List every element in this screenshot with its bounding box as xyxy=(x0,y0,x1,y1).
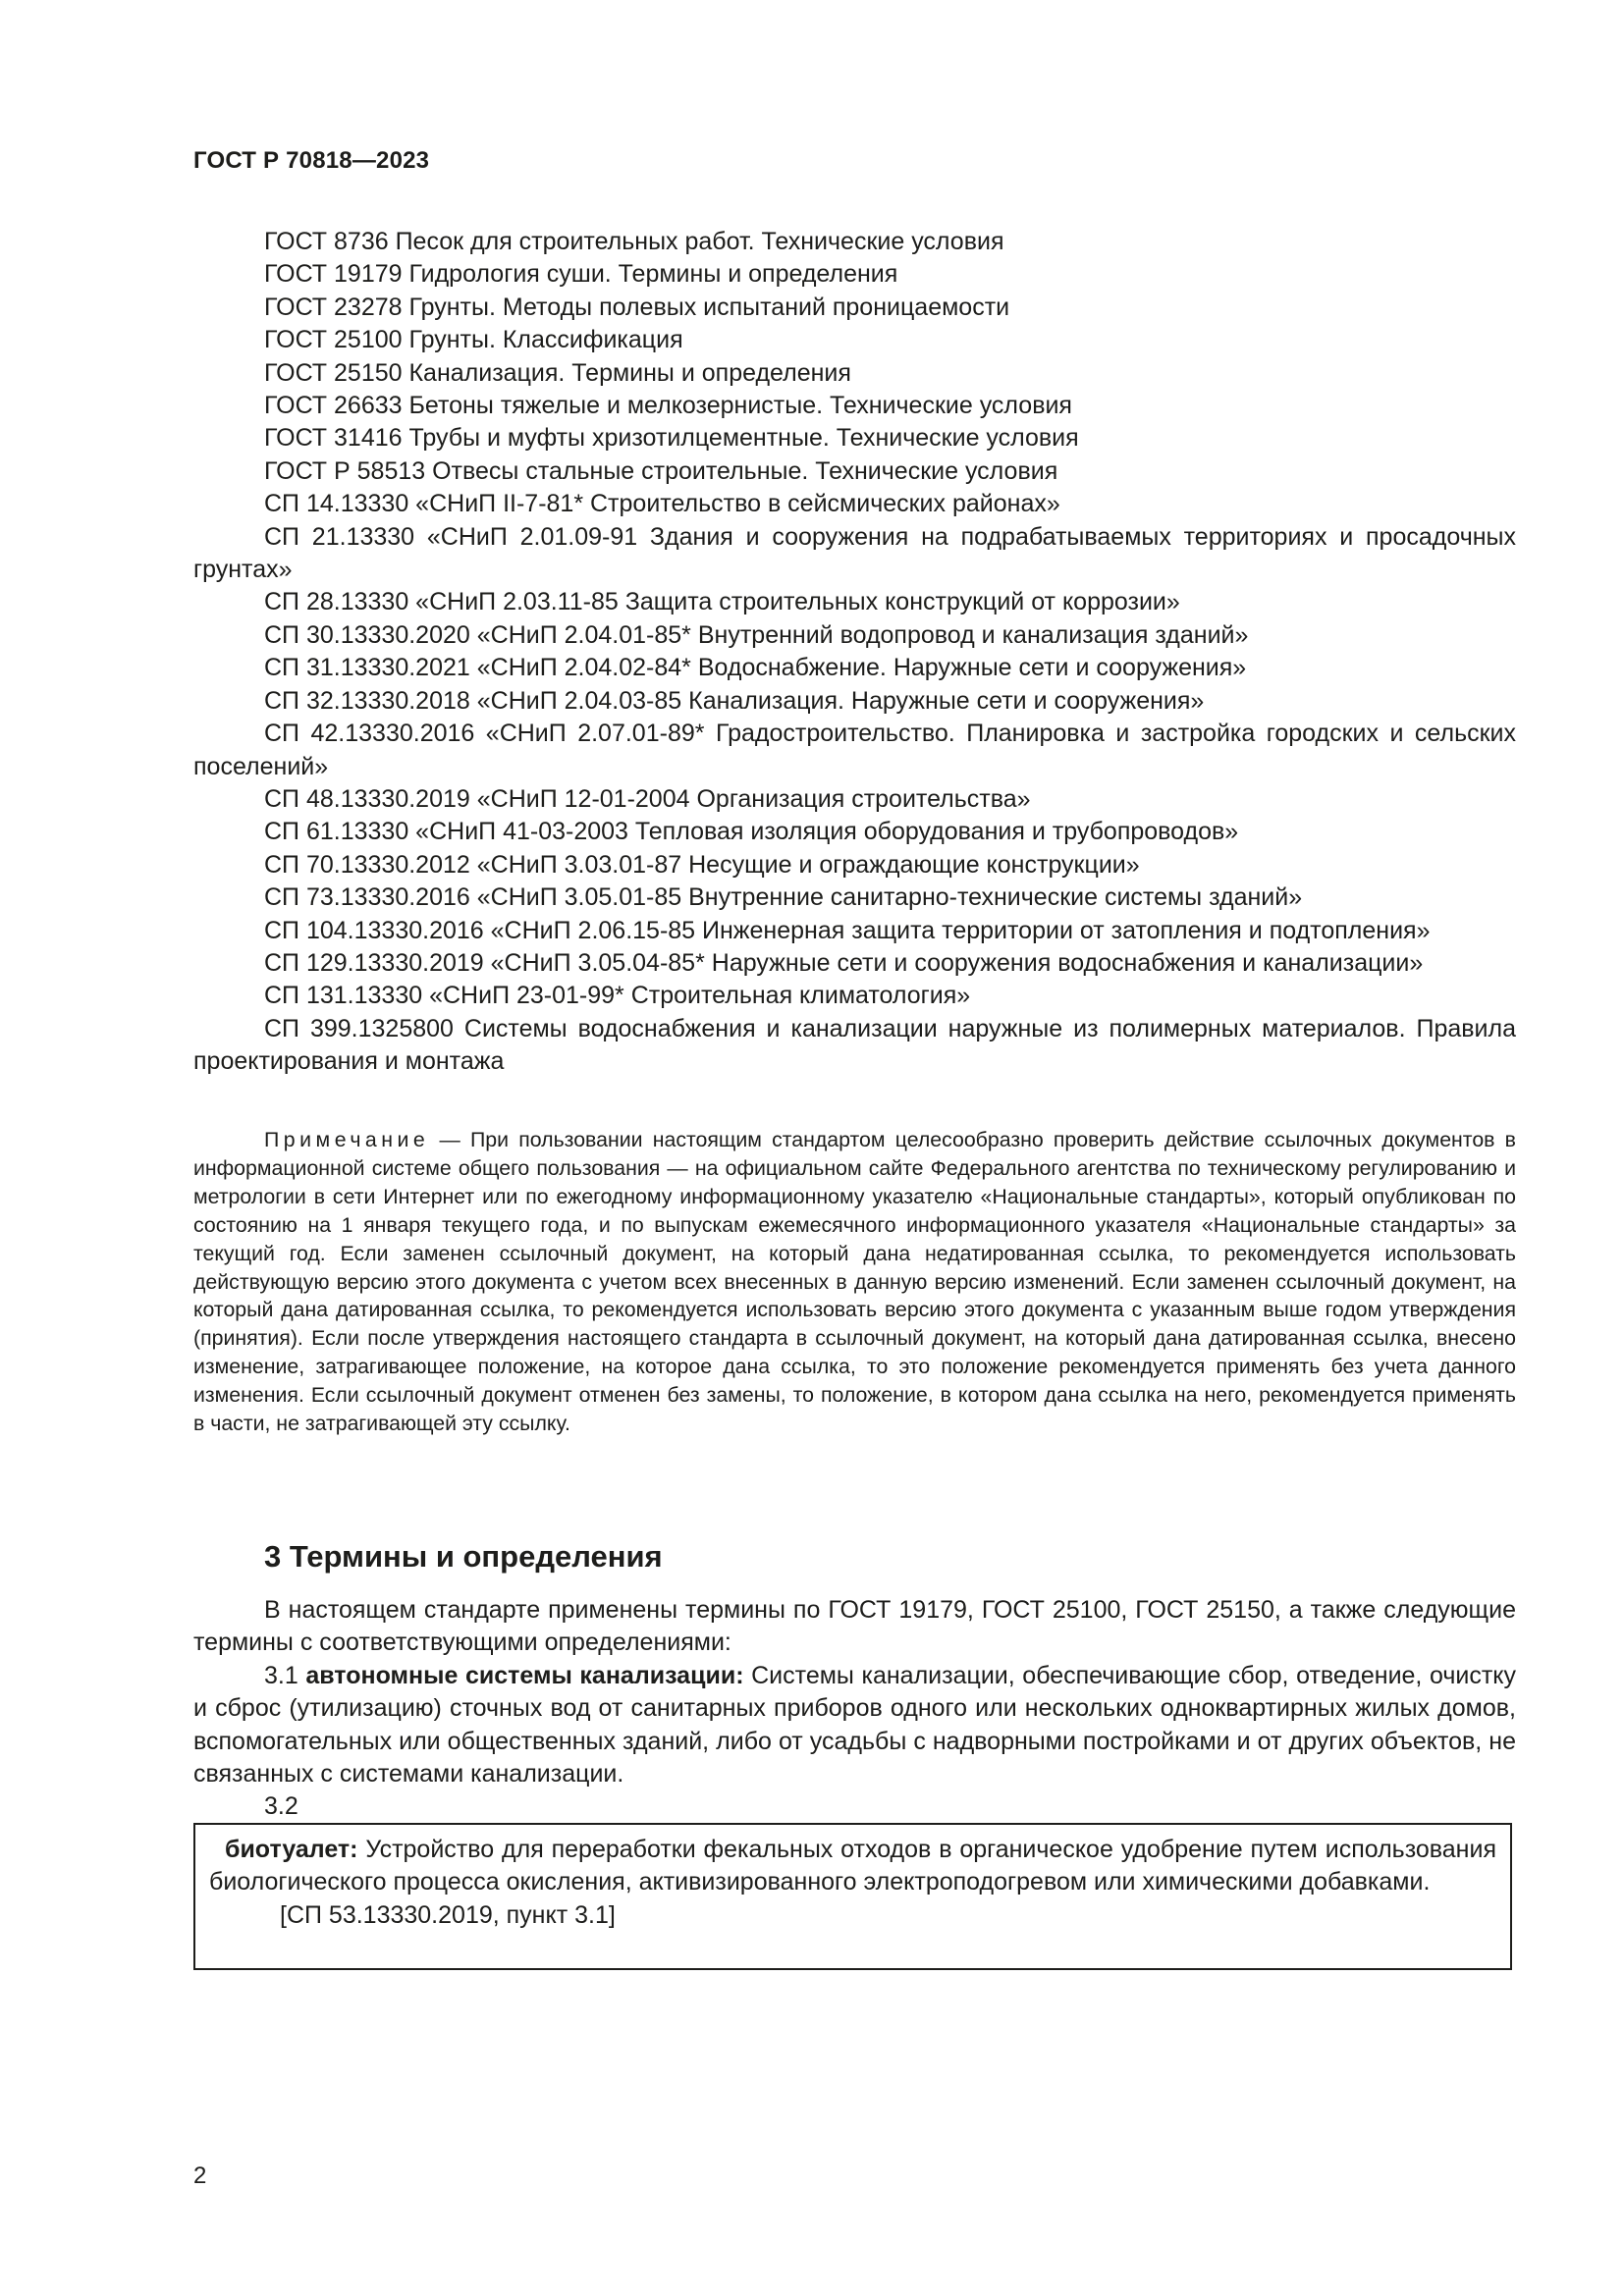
reference-item: СП 42.13330.2016 «СНиП 2.07.01-89* Градостроительство. Планировка и застройка городских и сельских поселений» xyxy=(193,720,1516,780)
note-text: — При пользовании настоящим стандартом целесообразно проверить действие ссылочных документов в информационной системе общего пользования — на официальном сайте Федерального агентства по техническому регулированию и метрологии в сети Интернет или по ежегодному информационному указателю «Национальные стандарты», который опубликован по состоянию на 1 января текущего года, и по выпускам ежемесячного информационного указателя «Национальные стандарты» за текущий год. Если заменен ссылочный документ, на который дана недатированная ссылка, то рекомендуется использовать действующую версию этого документа с учетом всех внесенных в данную версию изменений. Если заменен ссылочный документ, на который дана датированная ссылка, то рекомендуется использовать версию этого документа с указанным выше годом утверждения (принятия). Если после утверждения настоящего стандарта в ссылочный документ, на который дана датированная ссылка, внесено изменение, затрагивающее положение, на которое дана ссылка, то это положение рекомендуется применять без учета данного изменения. Если ссылочный документ отменен без замены, то положение, в котором дана ссылка на него, рекомендуется применять в части, не затрагивающей эту ссылку. xyxy=(193,1128,1516,1436)
reference-item: СП 399.1325800 Системы водоснабжения и канализации наружные из полимерных материалов. Правила проектирования и монтажа xyxy=(193,1014,1516,1076)
term-3-2-number: 3.2 xyxy=(264,1792,298,1821)
term-3-2-box xyxy=(193,1823,1512,1970)
reference-item: СП 70.13330.2012 «СНиП 3.03.01-87 Несущие и ограждающие конструкции» xyxy=(264,850,1140,879)
term-number: 3.1 xyxy=(264,1661,306,1689)
reference-item: СП 32.13330.2018 «СНиП 2.04.03-85 Канализация. Наружные сети и сооружения» xyxy=(264,686,1205,715)
reference-item: ГОСТ 23278 Грунты. Методы полевых испытаний проницаемости xyxy=(264,293,1010,321)
term-definition: Системы канализации, обеспечивающие сбор, отведение, очистку и сброс (утилизацию) сточных вод от санитарных приборов одного или нескольких одноквартирных жилых домов, вспомогательных или общественных зданий, либо от усадьбы с надворными постройками и от других объектов, не связанных с системами канализации. xyxy=(193,1661,1516,1789)
reference-item: СП 14.13330 «СНиП II-7-81* Строительство в сейсмических районах» xyxy=(264,490,1060,518)
section-intro: В настоящем стандарте применены термины по ГОСТ 19179, ГОСТ 25100, ГОСТ 25150, а также следующие термины с соответствующими определениями: xyxy=(193,1596,1516,1657)
document-page xyxy=(193,0,1516,2296)
reference-item: СП 21.13330 «СНиП 2.01.09-91 Здания и сооружения на подрабатываемых территориях и просадочных грунтах» xyxy=(193,522,1516,584)
reference-item: СП 131.13330 «СНиП 23-01-99* Строительная климатология» xyxy=(264,982,971,1010)
reference-item: СП 28.13330 «СНиП 2.03.11-85 Защита строительных конструкций от коррозии» xyxy=(264,588,1180,616)
reference-item: ГОСТ 31416 Трубы и муфты хризотилцементные. Технические условия xyxy=(264,424,1079,453)
reference-item: ГОСТ 26633 Бетоны тяжелые и мелкозернистые. Технические условия xyxy=(264,392,1072,420)
reference-item: ГОСТ 8736 Песок для строительных работ. Технические условия xyxy=(264,228,1004,255)
section-title: 3 Термины и определения xyxy=(264,1539,663,1574)
reference-item: ГОСТ 25100 Грунты. Классификация xyxy=(264,326,683,354)
reference-item: ГОСТ 25150 Канализация. Термины и определения xyxy=(264,358,851,387)
term-name: автономные системы канализации: xyxy=(305,1661,744,1689)
reference-item: ГОСТ 19179 Гидрология суши. Термины и определения xyxy=(264,260,898,289)
term-3-1 xyxy=(193,1660,1516,1791)
normative-references-list xyxy=(193,226,1516,1079)
section-body xyxy=(193,1594,1516,1824)
reference-item: СП 61.13330 «СНиП 41-03-2003 Тепловая изоляция оборудования и трубопроводов» xyxy=(264,818,1239,846)
term-source: [СП 53.13330.2019, пункт 3.1] xyxy=(280,1900,616,1929)
reference-item: СП 31.13330.2021 «СНиП 2.04.02-84* Водоснабжение. Наружные сети и сооружения» xyxy=(264,654,1247,682)
reference-item: СП 104.13330.2016 «СНиП 2.06.15-85 Инженерная защита территории от затопления и подтопления» xyxy=(264,916,1431,944)
reference-item: СП 73.13330.2016 «СНиП 3.05.01-85 Внутренние санитарно-технические системы зданий» xyxy=(264,883,1303,912)
term-name: биотуалет: xyxy=(225,1836,358,1863)
reference-item: СП 129.13330.2019 «СНиП 3.05.04-85* Наружные сети и сооружения водоснабжения и канализации» xyxy=(264,948,1424,977)
term-definition: Устройство для переработки фекальных отходов в органическое удобрение путем использования биологического процесса окисления, активизированного электроподогревом или химическими добавками. xyxy=(209,1836,1496,1896)
term-3-2-definition xyxy=(209,1834,1496,1899)
note-paragraph xyxy=(193,1126,1516,1438)
page-number: 2 xyxy=(193,2163,207,2189)
reference-item: СП 30.13330.2020 «СНиП 2.04.01-85* Внутренний водопровод и канализация зданий» xyxy=(264,620,1249,649)
document-code-header: ГОСТ Р 70818—2023 xyxy=(193,147,430,174)
reference-item: ГОСТ Р 58513 Отвесы стальные строительные. Технические условия xyxy=(264,456,1058,485)
note-label: Примечание xyxy=(264,1128,430,1151)
reference-item: СП 48.13330.2019 «СНиП 12-01-2004 Организация строительства» xyxy=(264,784,1031,813)
